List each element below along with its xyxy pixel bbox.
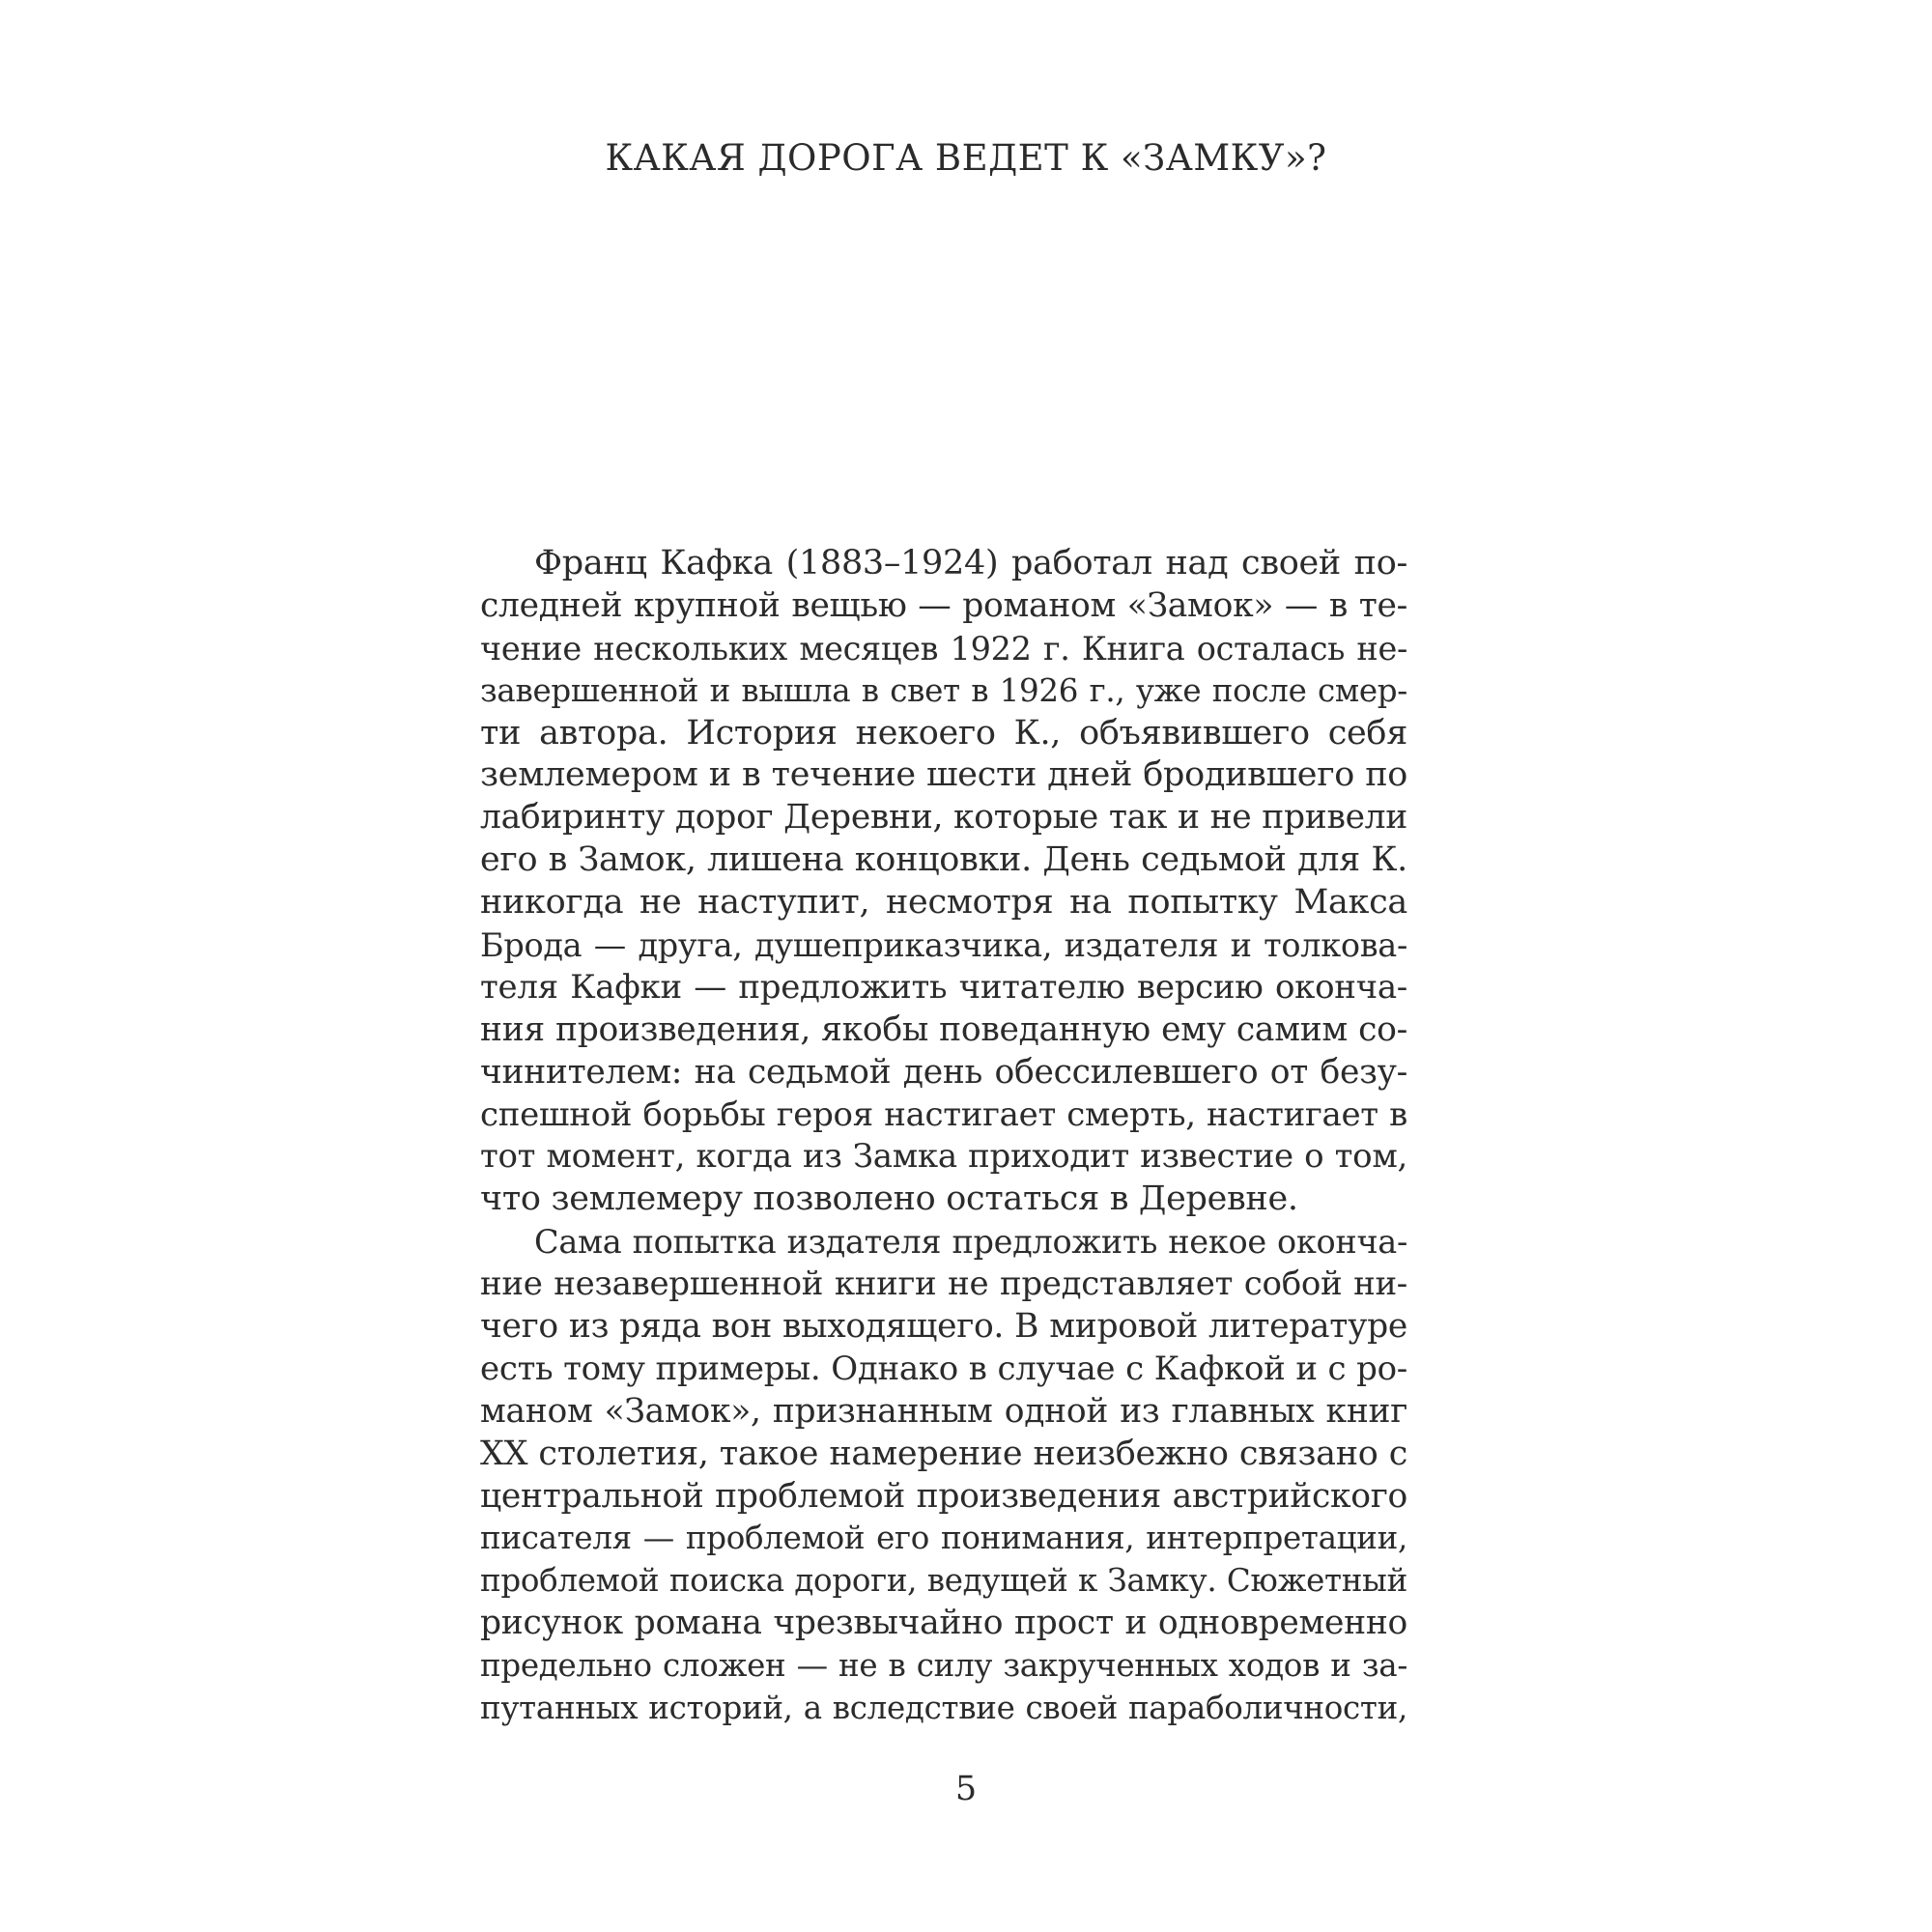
text-line: Франц Кафка (1883–1924) работал над своей по-: [534, 544, 1407, 582]
text-line: проблемой поиска дороги, ведущей к Замку. Сюжетный: [480, 1562, 1407, 1600]
text-line: чение нескольких месяцев 1922 г. Книга осталась не-: [480, 629, 1407, 668]
chapter-title: КАКАЯ ДОРОГА ВЕДЕТ К «ЗАМКУ»?: [605, 137, 1327, 179]
text-line: тот момент, когда из Замка приходит известие о том,: [480, 1137, 1407, 1177]
paragraph-2: [480, 1221, 1407, 1730]
text-line: есть тому примеры. Однако в случае с Кафкой и с ро-: [480, 1349, 1407, 1388]
text-line: следней крупной вещью — романом «Замок» — в те-: [480, 585, 1407, 625]
text-line: теля Кафки — предложить читателю версию оконча-: [480, 967, 1407, 1007]
text-line: путанных историй, а вследствие своей параболичности,: [480, 1690, 1407, 1727]
text-line: предельно сложен — не в силу закрученных ходов и за-: [480, 1647, 1407, 1685]
text-line: XX столетия, такое намерение неизбежно связано с: [480, 1434, 1407, 1473]
text-line: центральной проблемой произведения австрийского: [480, 1476, 1407, 1516]
text-line: спешной борьбы героя настигает смерть, настигает в: [480, 1094, 1407, 1134]
text-line: писателя — проблемой его понимания, интерпретации,: [480, 1520, 1407, 1557]
text-line: ти автора. История некоего К., объявившего себя: [480, 713, 1407, 753]
text-line: чего из ряда вон выходящего. В мировой литературе: [480, 1307, 1407, 1347]
paragraph-1: [480, 543, 1407, 1221]
text-line: что землемеру позволено остаться в Деревне.: [480, 1179, 1298, 1219]
text-line: Брода — друга, душеприказчика, издателя и толкова-: [480, 926, 1407, 965]
text-line: Сама попытка издателя предложить некое оконча-: [534, 1223, 1407, 1262]
page-number: 5: [954, 1770, 978, 1808]
text-line: ние незавершенной книги не представляет собой ни-: [480, 1264, 1407, 1304]
text-line: ния произведения, якобы поведанную ему самим со-: [480, 1009, 1407, 1049]
text-line: завершенной и вышла в свет в 1926 г., уже после смер-: [480, 671, 1407, 709]
text-line: маном «Замок», признанным одной из главных книг: [480, 1391, 1407, 1431]
text-line: чинителем: на седьмой день обессилевшего от безу-: [480, 1052, 1407, 1092]
text-line: лабиринту дорог Деревни, которые так и не привели: [480, 798, 1407, 838]
text-line: землемером и в течение шести дней бродившего по: [480, 755, 1407, 795]
body-text: [480, 543, 1407, 1730]
text-line: рисунок романа чрезвычайно прост и одновременно: [480, 1604, 1407, 1643]
text-line: его в Замок, лишена концовки. День седьмой для К.: [480, 840, 1407, 880]
text-line: никогда не наступит, несмотря на попытку Макса: [480, 883, 1407, 923]
